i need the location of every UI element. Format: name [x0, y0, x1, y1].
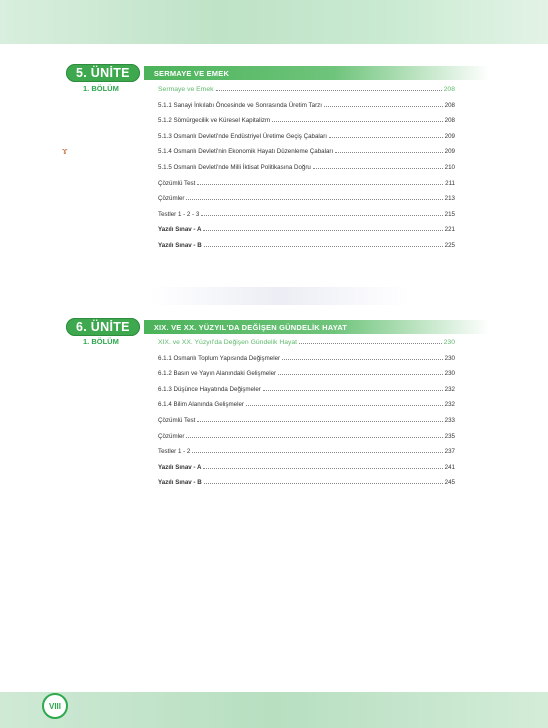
toc-entry: [158, 208, 455, 218]
toc-entry-page: 245: [444, 479, 455, 487]
toc-entry: [158, 83, 455, 93]
toc-entry: [158, 430, 455, 440]
toc-entry-title: Testler 1 - 2 - 3: [158, 210, 200, 218]
toc-leader-dots: [201, 214, 442, 216]
toc-entry: [158, 114, 455, 124]
toc-entry-title: Çözümler: [158, 432, 185, 440]
toc-leader-dots: [204, 245, 443, 247]
toc-entry-page: 237: [444, 448, 455, 456]
faint-bleed-through: [150, 287, 410, 305]
unit-5-title: SERMAYE VE EMEK: [144, 66, 490, 80]
toc-entry-page: 225: [444, 242, 455, 249]
toc-leader-dots: [203, 467, 442, 469]
toc-entry-title: 6.1.4 Bilim Alanında Gelişmeler: [158, 401, 244, 409]
toc-entry-title: Sermaye ve Emek: [158, 86, 214, 93]
toc-entry: [158, 445, 455, 455]
unit-6-badge: 6. ÜNİTE: [66, 318, 140, 336]
toc-leader-dots: [313, 167, 443, 169]
toc-entry-title: 6.1.1 Osmanlı Toplum Yapısında Değişmeler: [158, 354, 281, 362]
toc-entry-page: 241: [444, 463, 455, 471]
unit-5-header: [66, 64, 490, 82]
toc-entry-title: Çözümlü Test: [158, 417, 196, 424]
toc-entry: [158, 192, 455, 202]
toc-leader-dots: [272, 120, 443, 122]
toc-entry-page: 235: [444, 432, 455, 440]
toc-entry-page: 232: [444, 401, 455, 409]
toc-entry: [158, 223, 455, 233]
toc-entry-page: 213: [444, 195, 455, 203]
toc-entry: [158, 239, 455, 249]
toc-leader-dots: [299, 342, 442, 344]
toc-entry: [158, 414, 455, 424]
toc-entry-title: 6.1.3 Düşünce Hayatında Değişmeler: [158, 385, 261, 393]
toc-entry-page: 233: [444, 417, 455, 424]
toc-entry-title: Yazılı Sınav - A: [158, 226, 202, 234]
unit-6-header: [66, 318, 490, 336]
toc-entry-page: 210: [444, 164, 455, 171]
unit-6-section-label: 1. BÖLÜM: [83, 337, 119, 346]
toc-entry: [158, 99, 455, 109]
toc-entry-page: 211: [445, 179, 455, 187]
toc-entry: [158, 398, 455, 408]
toc-entry-title: 6.1.2 Basın ve Yayın Alanındaki Gelişmeler: [158, 370, 277, 378]
toc-leader-dots: [324, 105, 443, 107]
toc-entry-title: 5.1.4 Osmanlı Devleti'nin Ekonomik Hayatı Düzenleme Çabaları: [158, 148, 334, 156]
toc-leader-dots: [197, 183, 443, 185]
toc-leader-dots: [197, 420, 442, 422]
toc-leader-dots: [329, 136, 443, 138]
toc-entry: [158, 367, 455, 377]
toc-entry-title: Testler 1 - 2: [158, 448, 191, 456]
toc-leader-dots: [192, 451, 442, 453]
toc-entry-title: Yazılı Sınav - B: [158, 242, 202, 249]
toc-entry: [158, 476, 455, 486]
toc-leader-dots: [246, 404, 443, 406]
toc-entry-page: 209: [444, 148, 455, 156]
unit-6-title: XIX. VE XX. YÜZYIL'DA DEĞİŞEN GÜNDELİK HAYAT: [144, 320, 490, 334]
toc-leader-dots: [278, 373, 443, 375]
toc-leader-dots: [216, 89, 442, 91]
toc-entry-page: 230: [443, 339, 455, 346]
toc-entry: [158, 336, 455, 346]
top-decorative-band: [0, 0, 548, 44]
toc-entry: [158, 461, 455, 471]
toc-leader-dots: [186, 198, 442, 200]
toc-entry-title: Çözümlü Test: [158, 179, 196, 187]
toc-entry-page: 230: [444, 370, 455, 378]
toc-entry-title: XIX. ve XX. Yüzyıl'da Değişen Gündelik Hayat: [158, 339, 298, 346]
toc-entry-title: 5.1.1 Sanayi İnkılabı Öncesinde ve Sonrasında Üretim Tarzı: [158, 101, 322, 109]
toc-entry-page: 230: [444, 354, 455, 362]
toc-entry-title: Çözümler: [158, 195, 185, 203]
toc-entry-title: Yazılı Sınav - A: [158, 463, 202, 471]
toc-leader-dots: [282, 358, 443, 360]
toc-entry: [158, 352, 455, 362]
unit-5-badge: 5. ÜNİTE: [66, 64, 140, 82]
unit-5-section-label: 1. BÖLÜM: [83, 84, 119, 93]
toc-entry-page: 232: [444, 385, 455, 393]
toc-entry-page: 208: [444, 101, 455, 109]
toc-entry-page: 208: [444, 117, 455, 125]
toc-entry-page: 215: [444, 210, 455, 218]
page-number: VIII: [48, 701, 61, 711]
toc-entry-title: 5.1.3 Osmanlı Devleti'nde Endüstriyel Üretime Geçiş Çabaları: [158, 132, 328, 140]
bottom-decorative-band: [0, 692, 548, 728]
toc-leader-dots: [263, 389, 443, 391]
toc-entry-page: 209: [444, 132, 455, 140]
toc-entry: [158, 145, 455, 155]
toc-entry: [158, 383, 455, 393]
toc-entry-page: 221: [444, 226, 455, 234]
toc-entry: [158, 130, 455, 140]
toc-leader-dots: [335, 151, 442, 153]
toc-entry-title: 5.1.2 Sömürgecilik ve Küresel Kapitalizm: [158, 117, 271, 125]
toc-entry-title: Yazılı Sınav - B: [158, 479, 202, 487]
toc-entry-title: 5.1.5 Osmanlı Devleti'nde Milli İktisat Politikasına Doğru: [158, 164, 311, 171]
page-number-badge: [42, 693, 68, 719]
toc-entry: [158, 177, 455, 187]
toc-entry: [158, 161, 455, 171]
stray-mark: ɤ: [62, 146, 68, 156]
toc-entry-page: 208: [443, 86, 455, 93]
toc-leader-dots: [203, 229, 442, 231]
toc-leader-dots: [186, 436, 442, 438]
toc-leader-dots: [204, 482, 443, 484]
